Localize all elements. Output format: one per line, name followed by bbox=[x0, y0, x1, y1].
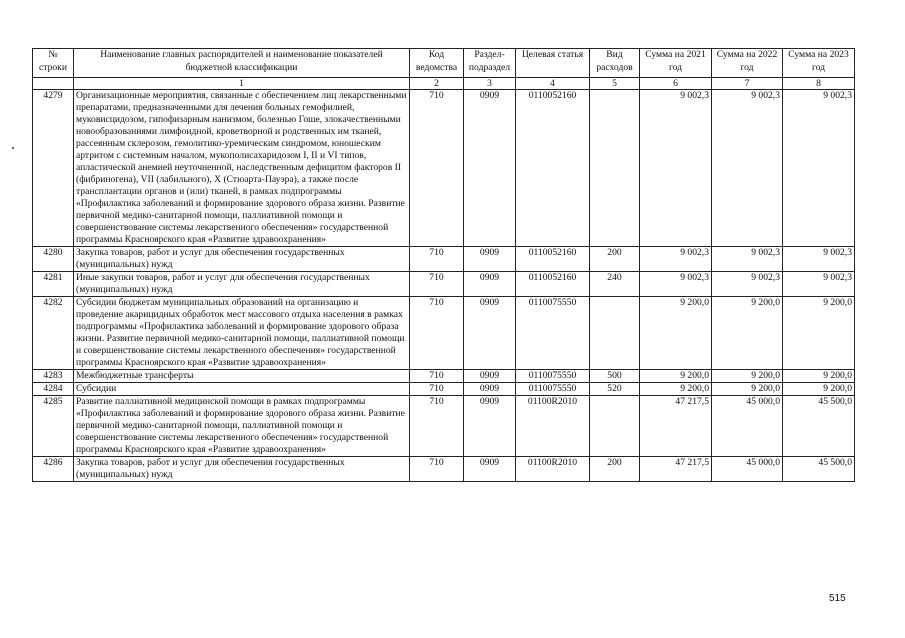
row-name: Межбюджетные трансферты bbox=[74, 370, 410, 383]
row-number: 4281 bbox=[33, 272, 74, 297]
table-row bbox=[33, 297, 855, 370]
row-amount-2021: 47 217,5 bbox=[640, 457, 712, 482]
row-dept-code: 710 bbox=[410, 457, 464, 482]
row-expense-code: 520 bbox=[590, 383, 640, 396]
col-number: 7 bbox=[712, 78, 783, 90]
row-amount-2021: 9 002,3 bbox=[640, 272, 712, 297]
row-number: 4279 bbox=[33, 90, 74, 247]
row-dept-code: 710 bbox=[410, 396, 464, 457]
row-dept-code: 710 bbox=[410, 247, 464, 272]
col-number: 8 bbox=[783, 78, 855, 90]
row-amount-2021: 9 200,0 bbox=[640, 383, 712, 396]
row-amount-2022: 9 002,3 bbox=[712, 247, 783, 272]
row-target-code: 0110075550 bbox=[516, 383, 590, 396]
row-number: 4280 bbox=[33, 247, 74, 272]
row-amount-2023: 9 002,3 bbox=[783, 272, 855, 297]
col-number: 3 bbox=[464, 78, 516, 90]
row-amount-2022: 45 000,0 bbox=[712, 396, 783, 457]
row-name: Иные закупки товаров, работ и услуг для обеспечения государственных (муниципальных) нужд bbox=[74, 272, 410, 297]
row-section-code: 0909 bbox=[464, 297, 516, 370]
col-number: 4 bbox=[516, 78, 590, 90]
budget-table bbox=[32, 48, 855, 482]
row-amount-2022: 9 200,0 bbox=[712, 297, 783, 370]
row-expense-code bbox=[590, 297, 640, 370]
row-amount-2023: 45 500,0 bbox=[783, 457, 855, 482]
row-name: Организационные мероприятия, связанные с обеспечением лиц лекарственными препаратами, предназначенными для лечения больных гемофилией, муковисцидозом, гипофизарным нанизмом, болезнью Гоше, злокачественными новообразованиями лимфоидной, кроветворной и родственных им тканей, рассеянным склерозом, гемолитико-уремическим синдромом, юношеским артритом с системным началом, мукополисахаридозом I, II и VI типов, апластической анемией неуточненной, наследственным дефицитом факторов II (фибриногена), VII (лабильного), X (Стюарта-Пауэра), а также после трансплантации органов и (или) тканей, в рамках подпрограммы «Профилактика заболеваний и формирование здорового образа жизни. Развитие первичной медико-санитарной помощи, паллиативной помощи и совершенствование системы лекарственного обеспечения» государственной программы Красноярского края «Развитие здравоохранения» bbox=[74, 90, 410, 247]
row-dept-code: 710 bbox=[410, 383, 464, 396]
row-expense-code: 200 bbox=[590, 457, 640, 482]
header-dept: Код ведомства bbox=[410, 49, 464, 78]
row-name: Субсидии бюджетам муниципальных образований на организацию и проведение акарицидных обработок мест массового отдыха населения в рамках подпрограммы «Профилактика заболеваний и формирование здорового образа жизни. Развитие первичной медико-санитарной помощи, паллиативной помощи и совершенствование системы лекарственного обеспечения» государственной программы Красноярского края «Развитие здравоохранения» bbox=[74, 297, 410, 370]
row-target-code: 01100R2010 bbox=[516, 396, 590, 457]
scan-speck bbox=[12, 147, 14, 149]
row-target-code: 0110052160 bbox=[516, 272, 590, 297]
header-expense: Вид расходов bbox=[590, 49, 640, 78]
row-target-code: 0110075550 bbox=[516, 370, 590, 383]
row-dept-code: 710 bbox=[410, 90, 464, 247]
row-name: Закупка товаров, работ и услуг для обеспечения государственных (муниципальных) нужд bbox=[74, 247, 410, 272]
row-expense-code bbox=[590, 396, 640, 457]
row-name: Субсидии bbox=[74, 383, 410, 396]
row-expense-code: 240 bbox=[590, 272, 640, 297]
row-section-code: 0909 bbox=[464, 370, 516, 383]
row-number: 4286 bbox=[33, 457, 74, 482]
header-y2021: Сумма на 2021 год bbox=[640, 49, 712, 78]
row-expense-code bbox=[590, 90, 640, 247]
row-amount-2023: 9 002,3 bbox=[783, 247, 855, 272]
table-row bbox=[33, 90, 855, 247]
row-section-code: 0909 bbox=[464, 383, 516, 396]
row-amount-2022: 9 200,0 bbox=[712, 370, 783, 383]
row-section-code: 0909 bbox=[464, 396, 516, 457]
row-amount-2021: 9 200,0 bbox=[640, 297, 712, 370]
row-section-code: 0909 bbox=[464, 247, 516, 272]
table-row bbox=[33, 457, 855, 482]
row-expense-code: 500 bbox=[590, 370, 640, 383]
header-row bbox=[33, 49, 855, 78]
column-number-row bbox=[33, 78, 855, 90]
row-number: 4282 bbox=[33, 297, 74, 370]
table-row bbox=[33, 370, 855, 383]
header-y2023: Сумма на 2023 год bbox=[783, 49, 855, 78]
header-row-no: № строки bbox=[33, 49, 74, 78]
row-amount-2023: 45 500,0 bbox=[783, 396, 855, 457]
row-target-code: 01100R2010 bbox=[516, 457, 590, 482]
row-amount-2021: 47 217,5 bbox=[640, 396, 712, 457]
row-name: Развитие паллиативной медицинской помощи в рамках подпрограммы «Профилактика заболеваний и формирование здорового образа жизни. Развитие первичной медико-санитарной помощи, паллиативной помощи и совершенствование системы лекарственного обеспечения» государственной программы Красноярского края «Развитие здравоохранения» bbox=[74, 396, 410, 457]
row-amount-2021: 9 002,3 bbox=[640, 90, 712, 247]
row-amount-2023: 9 200,0 bbox=[783, 383, 855, 396]
row-target-code: 0110052160 bbox=[516, 90, 590, 247]
row-amount-2021: 9 002,3 bbox=[640, 247, 712, 272]
table-row bbox=[33, 396, 855, 457]
col-number: 1 bbox=[74, 78, 410, 90]
row-dept-code: 710 bbox=[410, 297, 464, 370]
col-number bbox=[33, 78, 74, 90]
row-amount-2022: 45 000,0 bbox=[712, 457, 783, 482]
table-row bbox=[33, 247, 855, 272]
table-row bbox=[33, 383, 855, 396]
row-expense-code: 200 bbox=[590, 247, 640, 272]
col-number: 5 bbox=[590, 78, 640, 90]
row-number: 4283 bbox=[33, 370, 74, 383]
header-name: Наименование главных распорядителей и наименование показателей бюджетной классификации bbox=[74, 49, 410, 78]
row-name: Закупка товаров, работ и услуг для обеспечения государственных (муниципальных) нужд bbox=[74, 457, 410, 482]
row-section-code: 0909 bbox=[464, 457, 516, 482]
row-dept-code: 710 bbox=[410, 272, 464, 297]
row-amount-2023: 9 002,3 bbox=[783, 90, 855, 247]
row-amount-2023: 9 200,0 bbox=[783, 297, 855, 370]
header-target: Целевая статья bbox=[516, 49, 590, 78]
row-amount-2022: 9 200,0 bbox=[712, 383, 783, 396]
row-amount-2022: 9 002,3 bbox=[712, 90, 783, 247]
header-section: Раздел-подраздел bbox=[464, 49, 516, 78]
row-target-code: 0110075550 bbox=[516, 297, 590, 370]
row-number: 4285 bbox=[33, 396, 74, 457]
header-y2022: Сумма на 2022 год bbox=[712, 49, 783, 78]
col-number: 6 bbox=[640, 78, 712, 90]
row-number: 4284 bbox=[33, 383, 74, 396]
row-amount-2023: 9 200,0 bbox=[783, 370, 855, 383]
row-section-code: 0909 bbox=[464, 272, 516, 297]
row-amount-2021: 9 200,0 bbox=[640, 370, 712, 383]
row-section-code: 0909 bbox=[464, 90, 516, 247]
row-amount-2022: 9 002,3 bbox=[712, 272, 783, 297]
col-number: 2 bbox=[410, 78, 464, 90]
table-row bbox=[33, 272, 855, 297]
row-dept-code: 710 bbox=[410, 370, 464, 383]
row-target-code: 0110052160 bbox=[516, 247, 590, 272]
page-number: 515 bbox=[829, 593, 846, 604]
